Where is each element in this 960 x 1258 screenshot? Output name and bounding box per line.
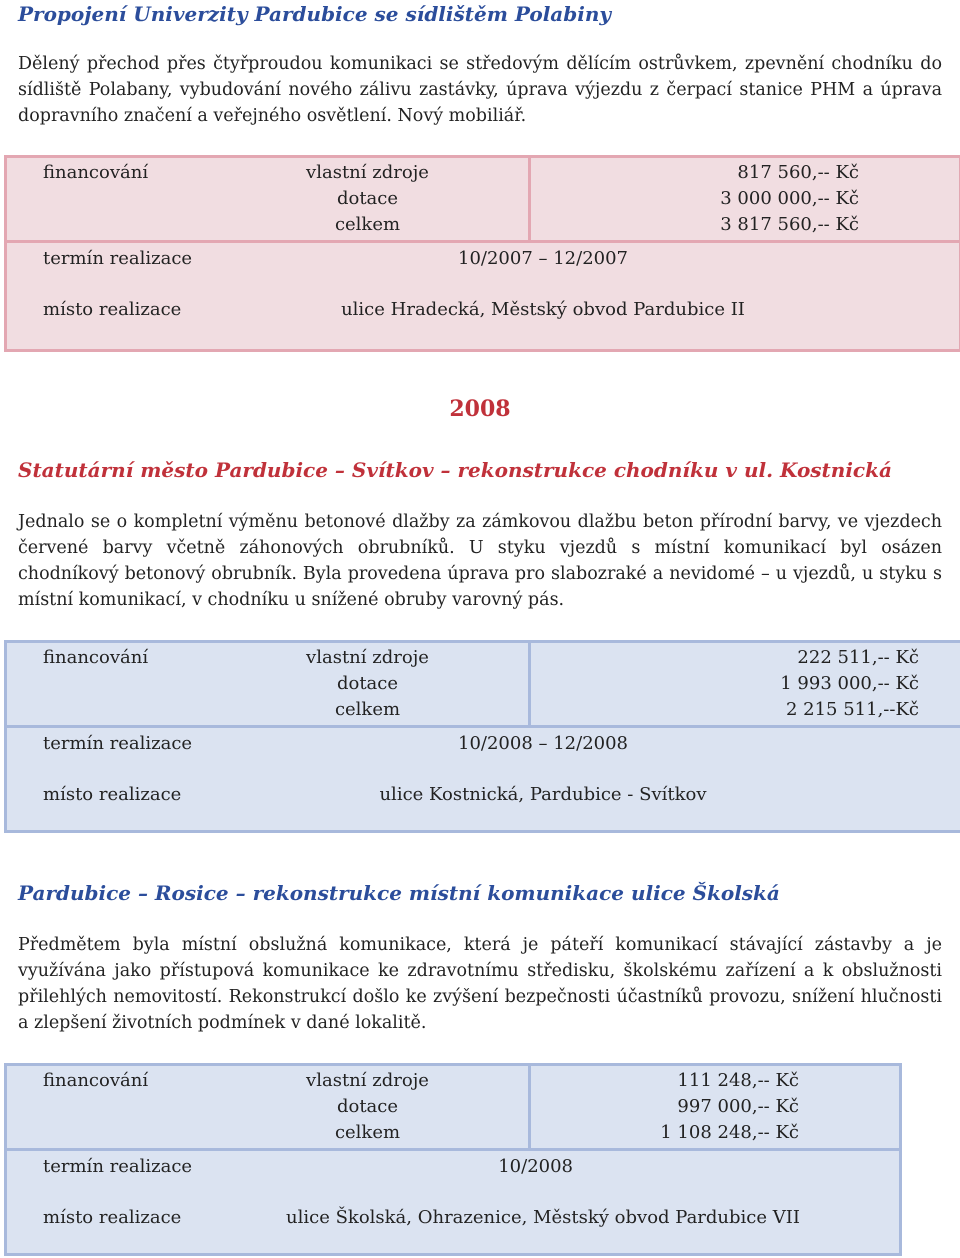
item-total: celkem bbox=[334, 699, 401, 720]
section-text: Jednalo se o kompletní výměnu betonové dlažby za zámkovou dlažbu beton přírodní barvy, ve vjezdech červené barvy včetně záhonových obrubníků. U styku vjezdů s místní komunikací byl osázen chodníkový betonový obrubník. Byla provedena úprava pro slabozraké a nevidomé – u vjezdů, u styku s místní komunikací, v chodníku u snížené obruby varovný pás. bbox=[18, 512, 942, 610]
amount-subsidy: 3 000 000,-- Kč bbox=[720, 188, 859, 209]
item-subsidy: dotace bbox=[336, 1096, 399, 1117]
place-value: ulice Hradecká, Městský obvod Pardubice II bbox=[341, 299, 745, 320]
financing-label: financování bbox=[43, 647, 149, 668]
place-label: místo realizace bbox=[43, 1207, 182, 1228]
amount-subsidy: 997 000,-- Kč bbox=[677, 1096, 799, 1117]
place-value: ulice Kostnická, Pardubice - Svítkov bbox=[379, 784, 707, 805]
amount-own-funds: 111 248,-- Kč bbox=[677, 1070, 799, 1091]
amount-total: 3 817 560,-- Kč bbox=[720, 214, 859, 235]
item-own-funds: vlastní zdroje bbox=[306, 162, 429, 183]
item-own-funds: vlastní zdroje bbox=[306, 647, 429, 668]
amount-total: 1 108 248,-- Kč bbox=[660, 1122, 799, 1143]
amount-own-funds: 817 560,-- Kč bbox=[737, 162, 859, 183]
term-value: 10/2008 – 12/2008 bbox=[458, 733, 628, 754]
place-value: ulice Školská, Ohrazenice, Městský obvod Pardubice VII bbox=[286, 1207, 800, 1228]
term-value: 10/2008 bbox=[498, 1156, 573, 1177]
section-title: Statutární město Pardubice – Svítkov – rekonstrukce chodníku v ul. Kostnická bbox=[18, 458, 892, 482]
place-label: místo realizace bbox=[43, 299, 182, 320]
financing-table bbox=[4, 640, 960, 833]
term-label: termín realizace bbox=[43, 248, 193, 269]
item-subsidy: dotace bbox=[336, 188, 399, 209]
financing-table bbox=[4, 1063, 902, 1256]
financing-table bbox=[4, 155, 960, 352]
item-total: celkem bbox=[334, 214, 401, 235]
section-text: Dělený přechod přes čtyřproudou komunikaci se středovým dělícím ostrůvkem, zpevnění chodníku do sídliště Polabany, vybudování nového zálivu zastávky, úprava výjezdu z čerpací stanice PHM a úprava dopravního značení a veřejného osvětlení. Nový mobiliář. bbox=[18, 54, 942, 126]
place-label: místo realizace bbox=[43, 784, 182, 805]
term-label: termín realizace bbox=[43, 733, 193, 754]
financing-label: financování bbox=[43, 162, 149, 183]
amount-own-funds: 222 511,-- Kč bbox=[797, 647, 919, 668]
year-heading: 2008 bbox=[449, 396, 511, 422]
section-text: Předmětem byla místní obslužná komunikace, která je páteří komunikací stávající zástavby a je využívána jako přístupová komunikace ke zdravotnímu středisku, školskému zařízení a k obslužnosti přilehlých nemovitostí. Rekonstrukcí došlo ke zvýšení bezpečnosti účastníků provozu, snížení hlučnosti a zlepšení životních podmínek v dané lokalitě. bbox=[18, 935, 942, 1033]
section-title: Propojení Univerzity Pardubice se sídlištěm Polabiny bbox=[18, 2, 611, 26]
amount-total: 2 215 511,--Kč bbox=[785, 699, 919, 720]
item-total: celkem bbox=[334, 1122, 401, 1143]
item-own-funds: vlastní zdroje bbox=[306, 1070, 429, 1091]
term-label: termín realizace bbox=[43, 1156, 193, 1177]
financing-label: financování bbox=[43, 1070, 149, 1091]
section-title: Pardubice – Rosice – rekonstrukce místní komunikace ulice Školská bbox=[18, 881, 780, 905]
item-subsidy: dotace bbox=[336, 673, 399, 694]
amount-subsidy: 1 993 000,-- Kč bbox=[780, 673, 919, 694]
term-value: 10/2007 – 12/2007 bbox=[458, 248, 628, 269]
